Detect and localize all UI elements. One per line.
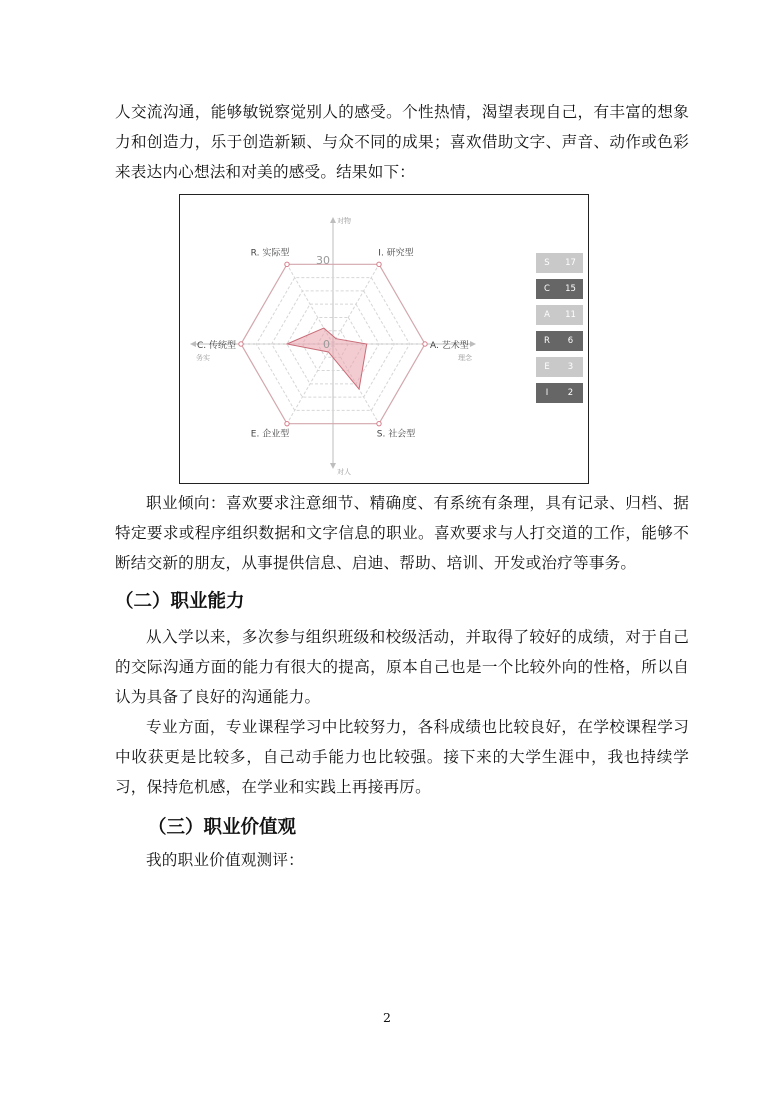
legend-key: I — [545, 388, 549, 398]
holland-radar-chart — [179, 194, 589, 484]
heading-career-ability: （二）职业能力 — [115, 591, 245, 612]
radar-svg — [180, 195, 587, 482]
legend-key: R — [544, 336, 550, 346]
legend-item-a — [536, 305, 583, 325]
legend-item-e — [536, 357, 583, 377]
direction-label-bottom: 对人 — [337, 468, 351, 476]
career-tendency-paragraph: 职业倾向：喜欢要求注意细节、精确度、有系统有条理，具有记录、归档、据特定要求或程序组织数据和文字信息的职业。喜欢要求与人打交道的工作，能够不断结交新的朋友，从事提供信息、启迪、帮助、培训、开发或治疗等事务。 — [115, 494, 689, 572]
legend-value: 17 — [565, 258, 576, 268]
values-intro-paragraph: 我的职业价值观测评： — [146, 851, 304, 869]
axis-label-r: R. 实际型 — [250, 248, 290, 259]
page-number: 2 — [383, 1010, 391, 1025]
scale-max-label: 30 — [316, 254, 330, 267]
legend-value: 3 — [567, 362, 574, 372]
axis-label-a: A. 艺术型 — [430, 341, 469, 351]
legend-item-s — [536, 253, 583, 273]
legend-value: 2 — [567, 388, 574, 398]
scale-min-label: 0 — [323, 338, 330, 351]
direction-label-top: 对物 — [337, 217, 351, 225]
vertex-dot-a — [423, 342, 427, 346]
arrow-down-icon — [330, 463, 336, 469]
arrow-left-icon — [190, 341, 196, 347]
vertex-dot-i — [377, 262, 381, 266]
axis-label-s: S. 社会型 — [376, 429, 416, 440]
ability-paragraph-2: 专业方面，专业课程学习中比较努力，各科成绩也比较良好，在学校课程学习中收获更是比较多，自己动手能力也比较强。接下来的大学生涯中，我也持续学习，保持危机感，在学业和实践上再接再厉。 — [115, 718, 689, 796]
legend-item-i — [536, 383, 583, 403]
axis-label-i: I. 研究型 — [378, 248, 414, 259]
ability-paragraph-1: 从入学以来，多次参与组织班级和校级活动，并取得了较好的成绩，对于自己的交际沟通方面的能力有很大的提高，原本自己也是一个比较外向的性格，所以自认为具备了良好的沟通能力。 — [115, 628, 689, 706]
direction-label-left: 务实 — [196, 354, 210, 362]
legend-key: S — [544, 258, 550, 268]
legend-key: C — [544, 284, 550, 294]
legend-item-c — [536, 279, 583, 299]
legend-key: A — [544, 310, 550, 320]
vertex-dot-e — [285, 421, 289, 425]
heading-career-values: （三）职业价值观 — [148, 817, 297, 838]
legend-value: 6 — [567, 336, 574, 346]
arrow-right-icon — [470, 341, 476, 347]
direction-label-right: 理念 — [458, 354, 472, 362]
legend-value: 11 — [565, 310, 576, 320]
legend-item-r — [536, 331, 583, 351]
axis-label-e: E. 企业型 — [250, 429, 290, 440]
arrow-up-icon — [330, 217, 336, 223]
vertex-dot-c — [239, 342, 243, 346]
vertex-dot-r — [285, 262, 289, 266]
legend-value: 15 — [565, 284, 576, 294]
axis-label-c: C. 传统型 — [196, 341, 236, 351]
score-legend — [536, 253, 583, 409]
vertex-dot-s — [377, 421, 381, 425]
intro-paragraph: 人交流沟通，能够敏锐察觉别人的感受。个性热情，渴望表现自己，有丰富的想象力和创造力，乐于创造新颖、与众不同的成果；喜欢借助文字、声音、动作或色彩来表达内心想法和对美的感受。结果如下： — [115, 103, 689, 181]
legend-key: E — [544, 362, 550, 372]
